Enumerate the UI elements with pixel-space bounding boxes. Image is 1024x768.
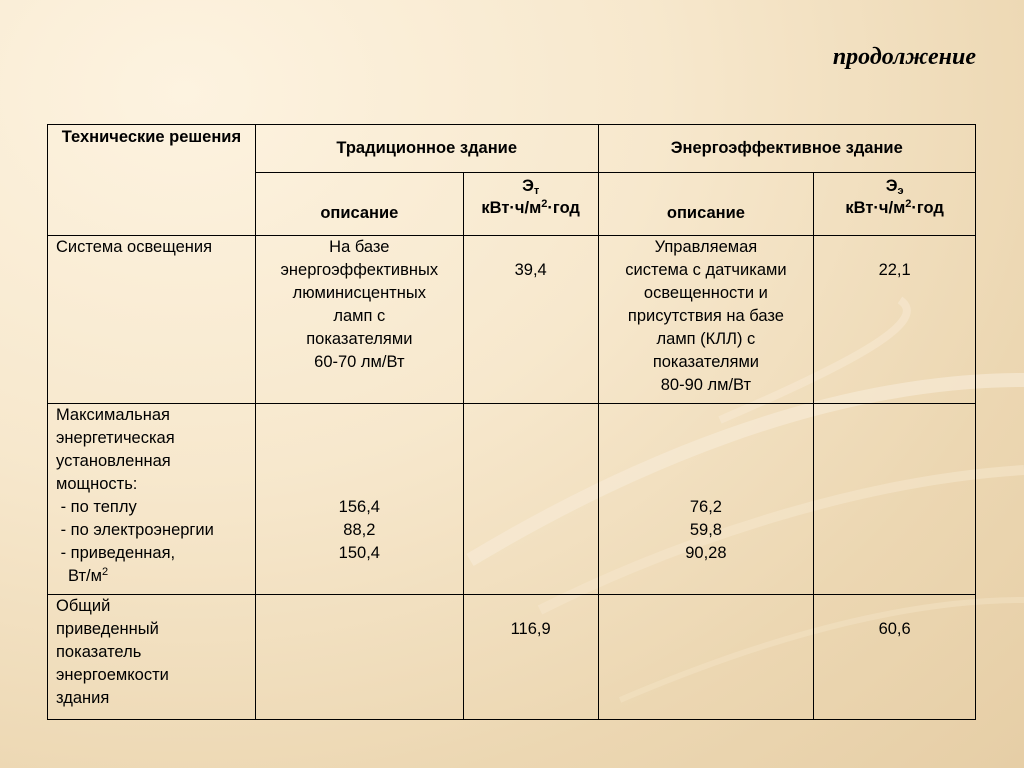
trad-value-lighting: 39,4 [463,236,598,404]
header-row-1 [48,125,976,173]
trad-desc-lighting: На базе энергоэффективных люминисцентных ламп с показателями 60-70 лм/Вт [255,236,463,404]
ee-subscript: э [897,185,904,197]
header-trad-description: описание [255,173,463,236]
sub-item-electricity: - по электроэнергии [56,521,214,539]
sub-item-heat: - по теплу [56,498,137,516]
eff-value-max-power [814,404,976,595]
table-row [48,236,976,404]
row-label-max-power [48,404,256,595]
et-subscript: т [533,185,540,197]
max-power-title: Максимальная энергетическая установленная мощность: [56,406,175,493]
header-traditional-building: Традиционное здание [255,125,598,173]
trad-value-total: 116,9 [463,595,598,720]
eff-desc-lighting: Управляемая система с датчиками освещенности и присутствия на базе ламп (КЛЛ) с показателями 80-90 лм/Вт [598,236,814,404]
header-eff-description: описание [598,173,814,236]
header-eff-energy [814,173,976,236]
trad-unit: $кВт\cdot ч/м^2\cdot год$ [481,198,580,217]
eff-unit: $кВт\cdot ч/м^2\cdot год$ [845,198,944,217]
table-row [48,404,976,595]
trad-desc-total [255,595,463,720]
header-efficient-building: Энергоэффективное здание [598,125,975,173]
trad-desc-max-power: 156,4 88,2 150,4 [255,404,463,595]
sub-item-reduced: - приведенная, [56,544,176,562]
eff-value-total: 60,6 [814,595,976,720]
trad-value-max-power [463,404,598,595]
header-tech-solutions: Технические решения [48,125,256,236]
eff-desc-max-power: 76,2 59,8 90,28 [598,404,814,595]
continuation-label: продолжение [832,44,976,70]
row-label-total: Общий приведенный показатель энергоемкости здания [48,595,256,720]
eff-desc-total [598,595,814,720]
ee-symbol: Э [885,177,898,195]
header-trad-energy [463,173,598,236]
energy-comparison-table [47,124,976,720]
table-row [48,595,976,720]
max-power-unit: $Вт/м^2$ [68,566,109,585]
eff-value-lighting: 22,1 [814,236,976,404]
et-symbol: Э [522,177,534,195]
row-label-lighting: Система освещения [48,236,256,404]
